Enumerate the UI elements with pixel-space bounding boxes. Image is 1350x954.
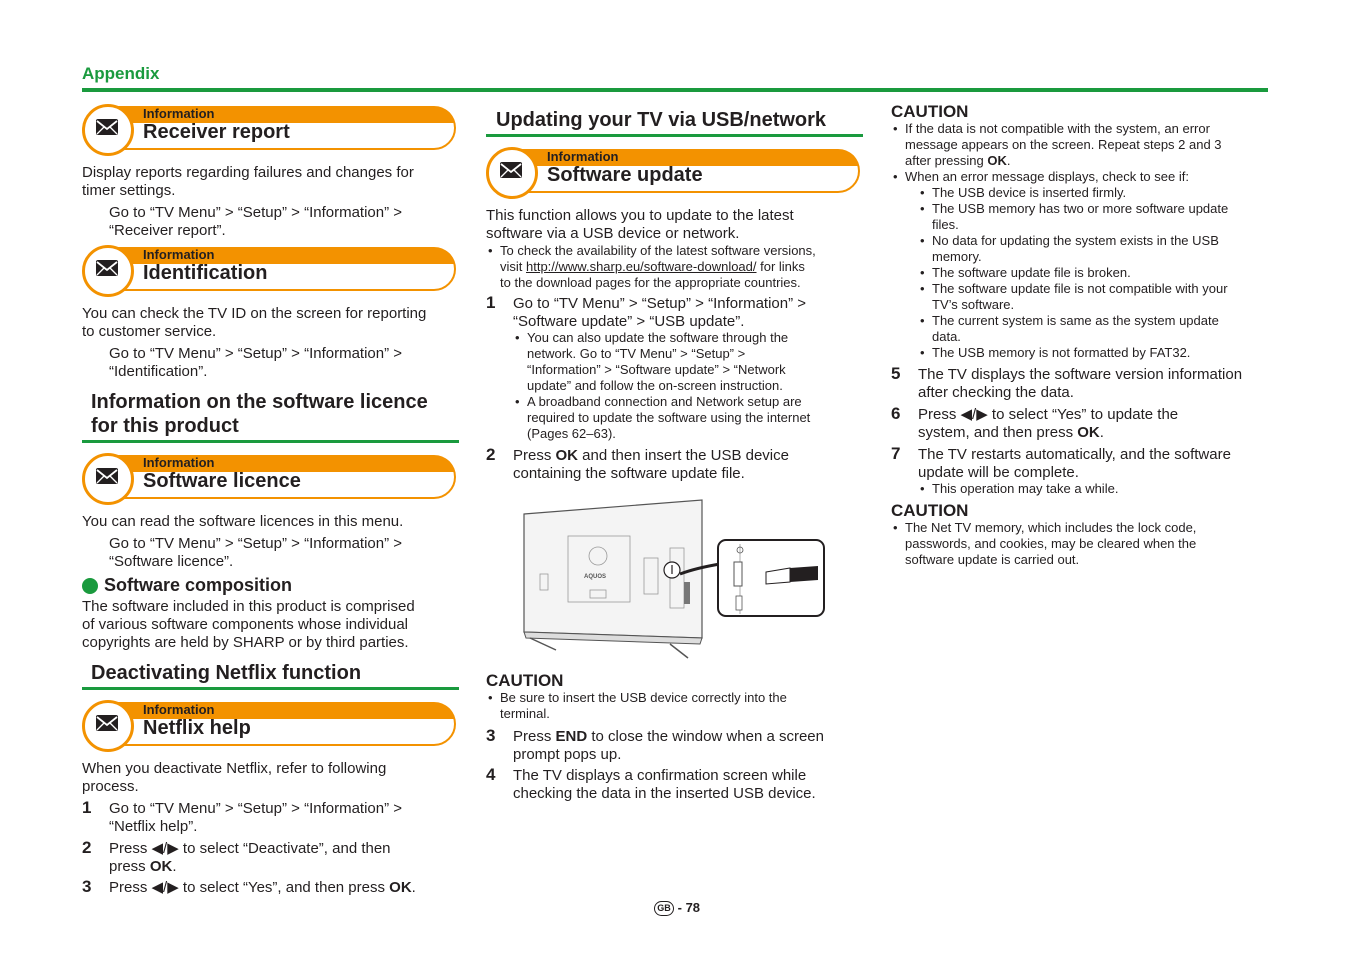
- update-intro: This function allows you to update to the latest software via a USB device or network.: [486, 207, 794, 242]
- software-licence-title: Software licence: [143, 470, 301, 492]
- error-check-item: • The software update file is broken.: [918, 265, 1131, 281]
- identification-title: Identification: [143, 262, 268, 284]
- tv-usb-illustration: [520, 498, 830, 660]
- licence-heading: Information on the software licence for this product: [91, 391, 428, 437]
- step-number: 1: [82, 798, 92, 817]
- step-number: 2: [82, 838, 92, 857]
- step-7-note: • This operation may take a while.: [918, 481, 1118, 497]
- caution-note: • When an error message displays, check to see if:: [891, 169, 1189, 185]
- step-number: 6: [891, 404, 901, 423]
- envelope-icon: [96, 119, 118, 135]
- composition-title: Software composition: [104, 575, 293, 595]
- envelope-icon: [96, 260, 118, 276]
- step-number: 4: [486, 765, 496, 784]
- netflix-step-2: Press ◀/▶ to select “Deactivate”, and then press OK.: [109, 840, 391, 875]
- error-check-item: • The USB memory has two or more software update files.: [918, 201, 1228, 233]
- receiver-report-box: [82, 104, 456, 156]
- error-check-item: • The USB device is inserted firmly.: [918, 185, 1126, 201]
- step-number: 7: [891, 444, 901, 463]
- envelope-icon: [500, 162, 522, 178]
- caution-note: • The Net TV memory, which includes the lock code, passwords, and cookies, may be cleared when the software update is carried out.: [891, 520, 1196, 568]
- identification-path: Go to “TV Menu” > “Setup” > “Information” > “Identification”.: [109, 345, 403, 380]
- step-number: 1: [486, 293, 496, 312]
- step-number: 3: [82, 877, 92, 896]
- info-label: Information: [143, 106, 215, 121]
- update-step-4: The TV displays a confirmation screen while checking the data in the inserted USB device.: [513, 767, 816, 802]
- caution-heading: CAUTION: [891, 102, 969, 121]
- info-label: Information: [547, 149, 619, 164]
- netflix-heading: Deactivating Netflix function: [91, 662, 362, 684]
- info-label: Information: [143, 455, 215, 470]
- receiver-path: Go to “TV Menu” > “Setup” > “Information” > “Receiver report”.: [109, 204, 403, 239]
- receiver-report-title: Receiver report: [143, 121, 290, 143]
- update-step-1-note-1: • You can also update the software through the network. Go to “TV Menu” > “Setup” > “Information” > “Software update” > “Network update” and follow the on-screen instruction.: [513, 330, 788, 394]
- composition-desc: The software included in this product is comprised of various software components whose individual copyrights are held by SHARP or by third parties.: [82, 598, 415, 651]
- envelope-icon: [96, 468, 118, 484]
- caution-heading: CAUTION: [891, 501, 969, 520]
- update-step-6: Press ◀/▶ to select “Yes” to update the system, and then press OK.: [918, 406, 1179, 441]
- update-step-5: The TV displays the software version information after checking the data.: [918, 366, 1243, 401]
- software-update-box: [486, 147, 860, 199]
- update-step-1: Go to “TV Menu” > “Setup” > “Information” > “Software update” > “USB update”.: [513, 295, 807, 330]
- section-title: Appendix: [82, 64, 160, 83]
- step-number: 2: [486, 445, 496, 464]
- info-label: Information: [143, 247, 215, 262]
- update-step-1-note-2: • A broadband connection and Network setup are required to update the software using the internet (Pages 62–63).: [513, 394, 810, 442]
- error-check-item: • The current system is same as the system update data.: [918, 313, 1219, 345]
- netflix-step-1: Go to “TV Menu” > “Setup” > “Information” > “Netflix help”.: [109, 800, 403, 835]
- error-check-item: • No data for updating the system exists in the USB memory.: [918, 233, 1219, 265]
- caution-note: • If the data is not compatible with the system, an error message appears on the screen. Repeat steps 2 and 3 after pressing OK.: [891, 121, 1222, 169]
- page-number: GB - 78: [654, 900, 700, 916]
- update-step-2: Press OK and then insert the USB device containing the software update file.: [513, 447, 789, 482]
- netflix-step-3: Press ◀/▶ to select “Yes”, and then press OK.: [109, 879, 416, 896]
- netflix-help-box: [82, 700, 456, 752]
- caution-heading: CAUTION: [486, 671, 564, 690]
- error-check-item: • The USB memory is not formatted by FAT32.: [918, 345, 1190, 361]
- software-download-link[interactable]: http://www.sharp.eu/software-download/: [526, 259, 757, 274]
- netflix-desc: When you deactivate Netflix, refer to following process.: [82, 760, 387, 795]
- section-rule: [486, 134, 863, 137]
- envelope-icon: [96, 715, 118, 731]
- licence-path: Go to “TV Menu” > “Setup” > “Information” > “Software licence”.: [109, 535, 403, 570]
- identification-box: [82, 245, 456, 297]
- bullet-dot-icon: [82, 578, 98, 594]
- netflix-help-title: Netflix help: [143, 717, 251, 739]
- update-note: • To check the availability of the latest software versions, visit http://www.sharp.eu/software-download/ for links to the download pages for the appropriate countries.: [486, 243, 816, 291]
- section-rule: [82, 440, 459, 443]
- step-number: 5: [891, 364, 901, 383]
- software-licence-box: [82, 453, 456, 505]
- info-label: Information: [143, 702, 215, 717]
- error-check-item: • The software update file is not compatible with your TV’s software.: [918, 281, 1228, 313]
- licence-desc: You can read the software licences in this menu.: [82, 513, 404, 530]
- section-rule: [82, 687, 459, 690]
- caution-note: • Be sure to insert the USB device correctly into the terminal.: [486, 690, 787, 722]
- header-rule: [82, 88, 1268, 92]
- receiver-desc: Display reports regarding failures and changes for timer settings.: [82, 164, 414, 199]
- software-update-title: Software update: [547, 164, 703, 186]
- update-heading: Updating your TV via USB/network: [496, 109, 827, 131]
- tv-brand: AQUOS: [584, 574, 607, 580]
- update-step-3: Press END to close the window when a screen prompt pops up.: [513, 728, 824, 763]
- country-badge: GB: [654, 901, 674, 916]
- step-number: 3: [486, 726, 496, 745]
- update-step-7: The TV restarts automatically, and the software update will be complete.: [918, 446, 1231, 481]
- identification-desc: You can check the TV ID on the screen for reporting to customer service.: [82, 305, 427, 340]
